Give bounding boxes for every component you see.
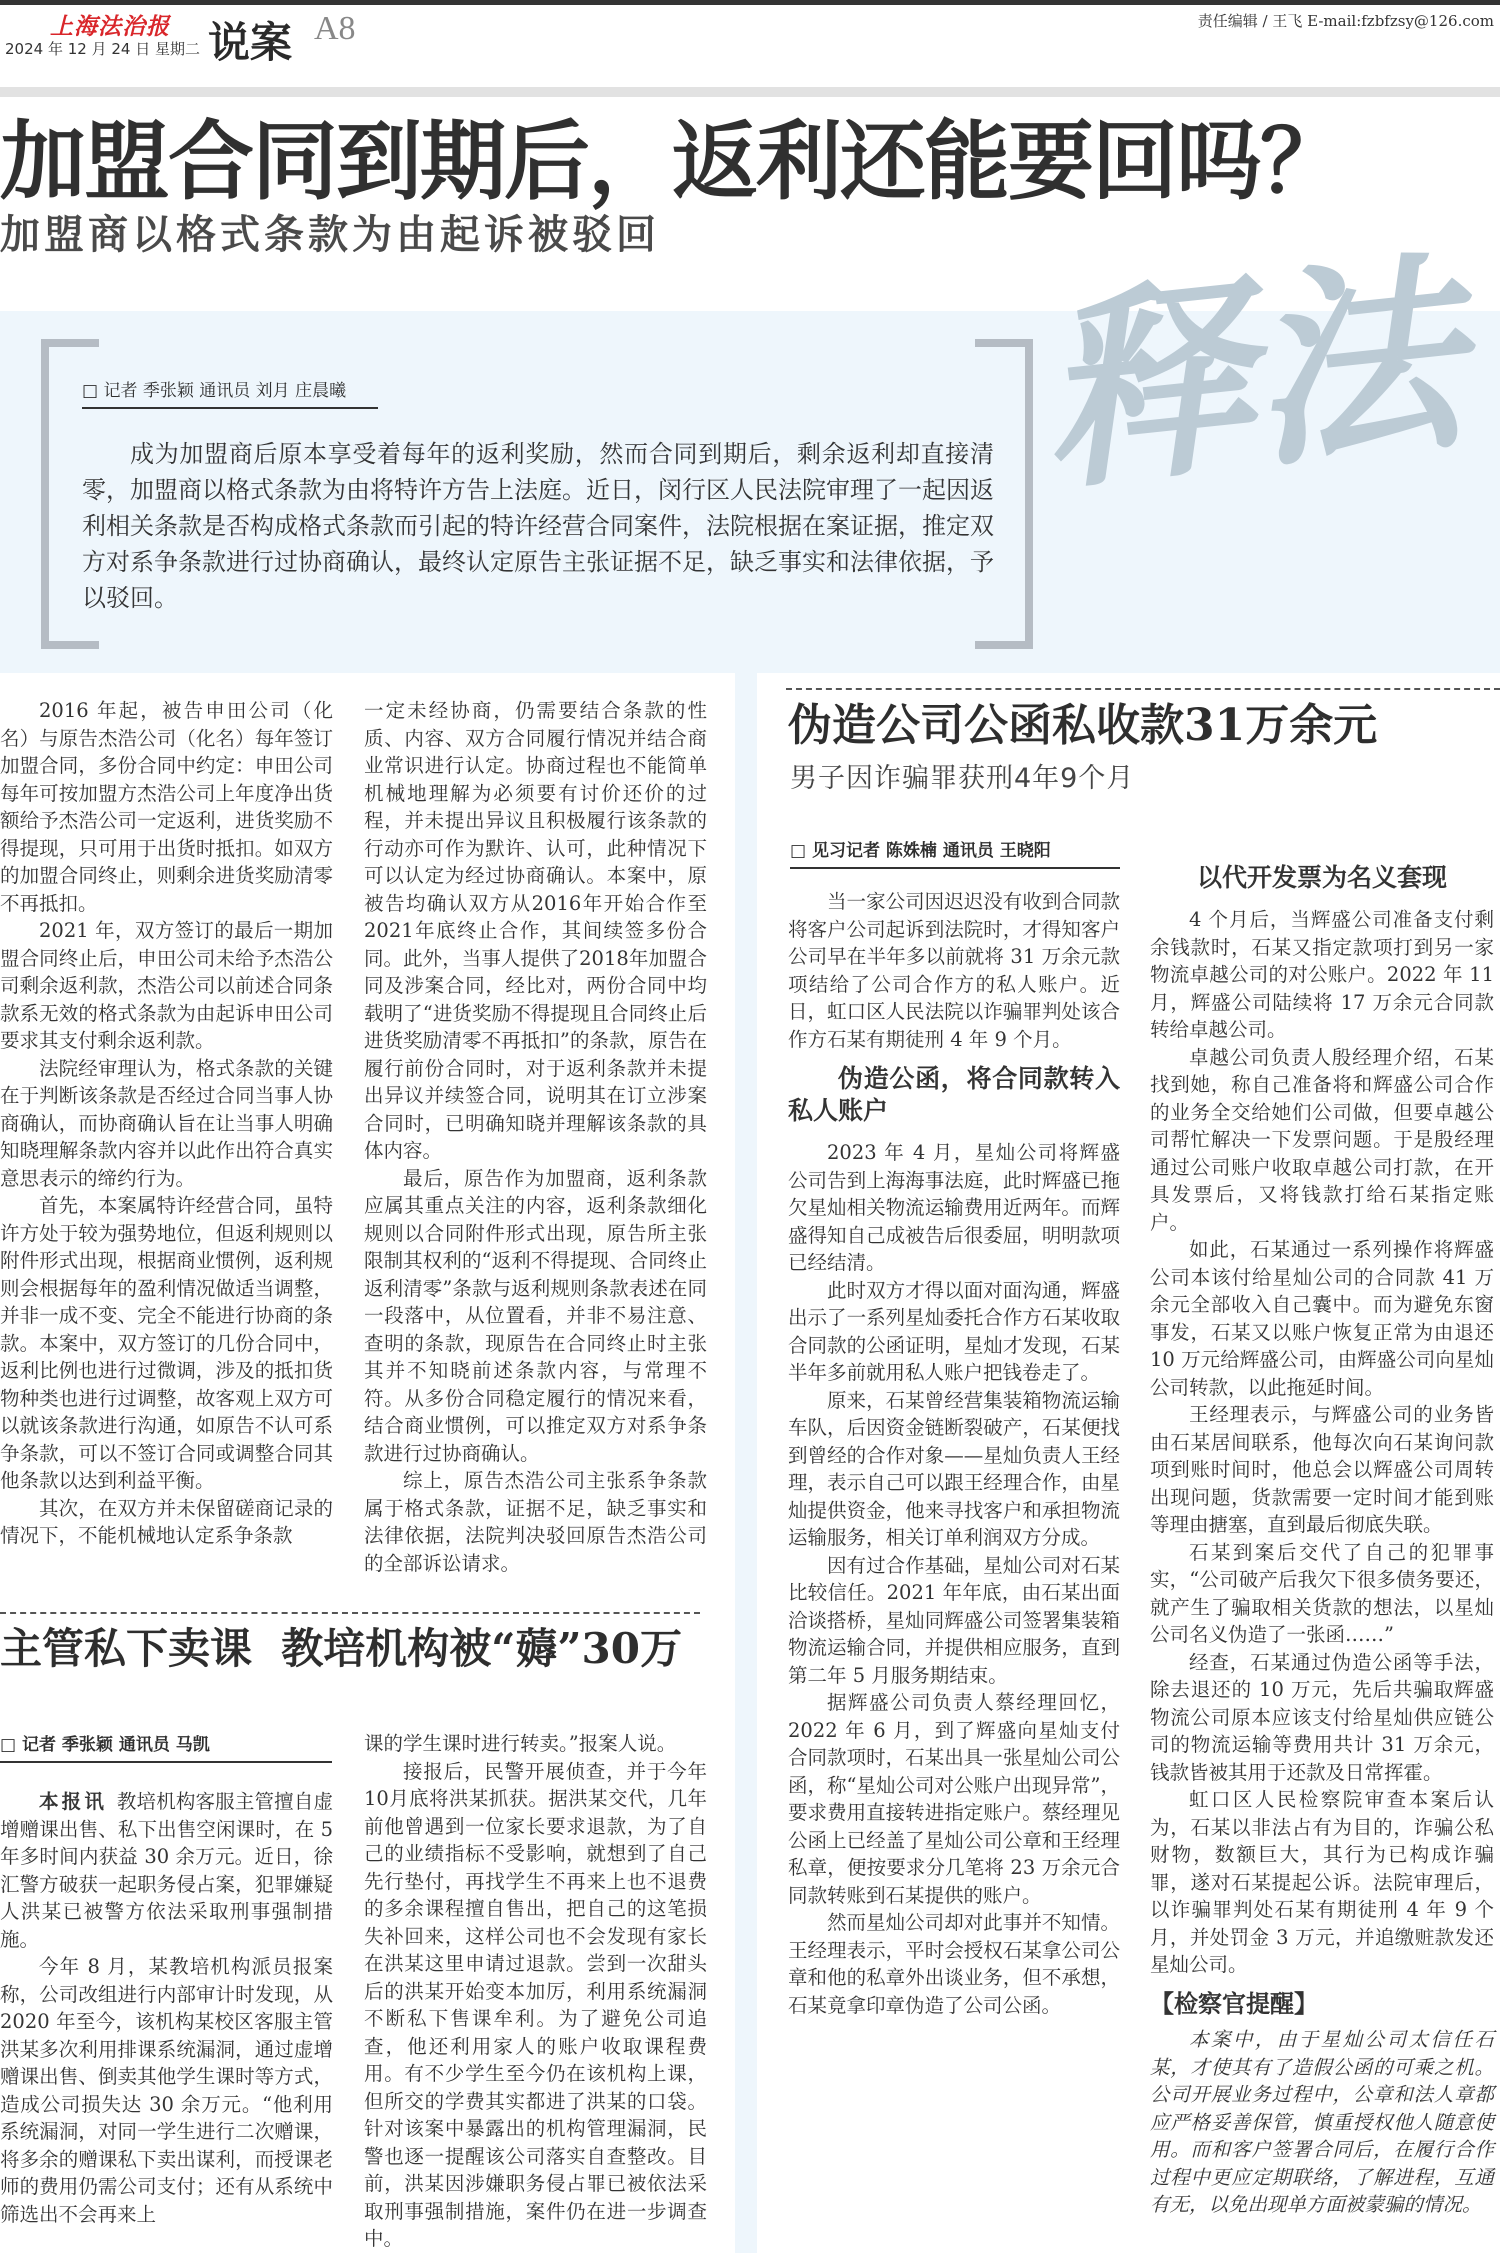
paragraph: 卓越公司负责人殷经理介绍，石某找到她，称自己准备将和辉盛公司合作的业务全交给她们公司做，但要卓越公司帮忙解决一下发票问题。于是殷经理通过公司账户收取卓越公司打款，在开具发票后，又将钱款打给石某指定账户。 [1150, 1045, 1494, 1234]
paragraph: 虹口区人民检察院审查本案后认为，石某以非法占有为目的，诈骗公私财物，数额巨大，其行为已构成诈骗罪，遂对石某提起公诉。法院审理后，以诈骗罪判处石某有期徒刑 4 年 9 个月，并处罚金 3 万元，并追缴赃款发还星灿公司。 [1150, 1788, 1494, 1976]
fraud-article-title: 伪造公司公函私收款31万余元 [788, 700, 1378, 751]
paragraph: 2016 年起，被告申田公司（化名）与原告杰浩公司（化名）每年签订加盟合同，多份合同中约定：申田公司每年可按加盟方杰浩公司上年度净出货额给予杰浩公司一定返利，进货奖励不得提现，只可用于出货时抵扣。如双方的加盟合同终止，则剩余进货奖励清零不再抵扣。 [0, 699, 333, 915]
paragraph: 最后，原告作为加盟商，返利条款应属其重点关注的内容，返利条款细化规则以合同附件形式出现，原告所主张限制其权利的“返利不得提现、合同终止返利清零”条款与返利规则条款表述在同一段落中，从位置看，并非不易注意、查明的条款，现原告在合同终止时主张其并不知晓前述条款内容，与常理不符。从多份合同稳定履行的情况来看，结合商业惯例，可以推定双方对系争条款进行过协商确认。 [364, 1166, 707, 1465]
paragraph: 一定未经协商，仍需要结合条款的性质、内容、双方合同履行情况并结合商业常识进行认定。协商过程也不能简单机械地理解为必须要有讨价还价的过程，并未提出异议且积极履行该条款的行动亦可作为默许、认可，此种情况下可以认定为经过协商确认。本案中，原被告均确认双方从2016年开始合作至2021年底终止合作，其间续签多份合同。此外，当事人提供了2018年加盟合同及涉案合同，经比对，两份合同中均载明了“进货奖励不得提现且合同终止后进货奖励清零不再抵扣”的条款，原告在履行前份合同时，对于返利条款并未提出异议并续签合同，说明其在订立涉案合同时，已明确知晓并理解该条款的具体内容。 [364, 699, 707, 1162]
top-rule [0, 0, 1500, 5]
paragraph: 石某到案后交代了自己的犯罪事实，“公司破产后我欠下很多债务要还，就产生了骗取相关货款的想法，以星灿公司名义伪造了一张函……” [1150, 1540, 1494, 1646]
tutoring-article-column-1 [0, 1788, 333, 2228]
fraud-article-column-2 [1150, 862, 1494, 2219]
paragraph: 因有过合作基础，星灿公司对石某比较信任。2021 年年底，由石某出面洽谈搭桥，星灿同辉盛公司签署集装箱物流运输合同，并提供相应服务，直到第二年 5 月服务期结束。 [788, 1553, 1120, 1687]
paragraph: 然而星灿公司却对此事并不知情。王经理表示，平时会授权石某拿公司公章和他的私章外出谈业务，但不承想，石某竟拿印章伪造了公司公函。 [788, 1911, 1120, 2017]
main-byline: □ 记者 季张颖 通讯员 刘月 庄晨曦 [82, 376, 378, 409]
fraud-byline: □ 见习记者 陈姝楠 通讯员 王晓阳 [790, 836, 1120, 869]
article-divider [0, 1612, 700, 1614]
main-subheadline: 加盟商以格式条款为由起诉被驳回 [0, 212, 660, 258]
paragraph: 接报后，民警开展侦查，并于今年10月底将洪某抓获。据洪某交代，几年前他曾遇到一位家长要求退款，为了自己的业绩指标不受影响，就想到了自己先行垫付，再找学生不再来上也不退费的多余课程擅自售出，把自己的这笔损失补回来，这样公司也不会发现有家长在洪某这里申请过退款。尝到一次甜头后的洪某开始变本加厉，利用系统漏洞不断私下售课牟利。为了避免公司追查，他还利用家人的账户收取课程费用。有不少学生至今仍在该机构上课，但所交的学费其实都进了洪某的口袋。针对该案中暴露出的机构管理漏洞，民警也逐一提醒该公司落实自查整改。目前，洪某因涉嫌职务侵占罪已被依法采取刑事强制措施，案件仍在进一步调查中。 [364, 1759, 707, 2250]
paragraph: 首先，本案属特许经营合同，虽特许方处于较为强势地位，但返利规则以附件形式出现，根据商业惯例，返利规则会根据每年的盈利情况做适当调整，并非一成不变、完全不能进行协商的条款。本案中，双方签订的几份合同中，返利比例也进行过微调，涉及的抵扣货物种类也进行过调整，故客观上双方可以就该条款进行沟通，如原告不认可系争条款，可以不签订合同或调整合同其他条款以达到利益平衡。 [0, 1194, 333, 1492]
main-article-column-1 [0, 697, 333, 1550]
paragraph: 王经理表示，与辉盛公司的业务皆由石某居间联系，他每次向石某询问款项到账时间时，他总会以辉盛公司周转出现问题，货款需要一定时间才能到账等理由搪塞，直到最后彻底失联。 [1150, 1403, 1494, 1536]
paragraph: 4 个月后，当辉盛公司准备支付剩余钱款时，石某又指定款项打到另一家物流卓越公司的对公账户。2022 年 11 月，辉盛公司陆续将 17 万余元合同款转给卓越公司。 [1150, 908, 1494, 1041]
section-subheading: 以代开发票为名义套现 [1196, 863, 1447, 892]
paragraph: 据辉盛公司负责人蔡经理回忆，2022 年 6 月，到了辉盛向星灿支付合同款项时，石某出具一张星灿公司公函，称“星灿公司对公账户出现异常”，要求费用直接转进指定账户。蔡经理见公函上已经盖了星灿公司公章和王经理私章，便按要求分几笔将 23 万余元合同款转账到石某提供的账户。 [788, 1691, 1120, 1907]
section-subheading: 伪造公函，将合同款转入私人账户 [788, 1064, 1120, 1125]
tutoring-article-title: 主管私下卖课 教培机构被“薅”30万 [0, 1624, 683, 1673]
header-divider [0, 87, 1500, 97]
paragraph: 课的学生课时进行转卖。”报案人说。 [364, 1732, 677, 1755]
section-subheading: 【检察官提醒】 [1150, 1989, 1318, 2018]
tutoring-article-column-2 [364, 1730, 707, 2253]
main-headline: 加盟合同到期后，返利还能要回吗？ [0, 111, 1344, 212]
paragraph: 此时双方才得以面对面沟通，辉盛出示了一系列星灿委托合作方石某收取合同款的公函证明，星灿才发现，石某半年多前就用私人账户把钱卷走了。 [788, 1278, 1120, 1384]
column-label-calligraphy: 释法 [1028, 229, 1472, 520]
paragraph: 本案中，由于星灿公司太信任石某，才使其有了造假公函的可乘之机。公司开展业务过程中，公章和法人章都应严格妥善保管，慎重授权他人随意使用。而和客户签署合同后，在履行合作过程中更应定期联络，了解进程，互通有无，以免出现单方面被蒙骗的情况。 [1150, 2028, 1494, 2216]
main-article-column-2 [364, 697, 707, 1577]
paragraph: 当一家公司因迟迟没有收到合同款将客户公司起诉到法院时，才得知客户公司早在半年多以前就将 31 万余元款项结给了公司合作方的私人账户。近日，虹口区人民法院以诈骗罪判处该合作方石某有期徒刑 4 年 9 个月。 [788, 890, 1120, 1051]
paragraph: 法院经审理认为，格式条款的关键在于判断该条款是否经过合同当事人协商确认，而协商确认旨在让当事人明确知晓理解条款内容并以此作出符合真实意思表示的缔约行为。 [0, 1056, 333, 1190]
fraud-article-column-1 [788, 888, 1120, 2019]
editor-credit: 责任编辑 / 王飞 E-mail:fzbfzsy@126.com [1197, 12, 1494, 30]
section-name: 说案 [208, 18, 293, 67]
issue-date: 2024 年 12 月 24 日 星期二 [5, 40, 200, 58]
paragraph: 原来，石某曾经营集装箱物流运输车队，后因资金链断裂破产，石某便找到曾经的合作对象——星灿负责人王经理，表示自己可以跟王经理合作，由星灿提供资金，他来寻找客户和承担物流运输服务，相关订单利润双方分成。 [788, 1388, 1120, 1549]
paragraph: 教培机构客服主管擅自虚增赠课出售、私下出售空闲课时，在 5 年多时间内获益 30 余万元。近日，徐汇警方破获一起职务侵占案，犯罪嫌疑人洪某已被警方依法采取刑事强制措施。 [0, 1790, 333, 1951]
paragraph: 2023 年 4 月，星灿公司将辉盛公司告到上海海事法庭，此时辉盛已拖欠星灿相关物流运输费用近两年。而辉盛得知自己成被告后很委屈，明明款项已经结清。 [788, 1141, 1120, 1274]
paragraph: 经查，石某通过伪造公函等手法，除去退还的 10 万元，先后共骗取辉盛物流公司原本应该支付给星灿供应链公司的物流运输等费用共计 31 万余元，钱款皆被其用于还款及日常挥霍。 [1150, 1650, 1494, 1784]
paragraph: 如此，石某通过一系列操作将辉盛公司本该付给星灿公司的合同款 41 万余元全部收入自己囊中。而为避免东窗事发，石某又以账户恢复正常为由退还 10 万元给辉盛公司，由辉盛公司向星灿公司转款，以此拖延时间。 [1150, 1238, 1494, 1399]
paragraph: 2021 年，双方签订的最后一期加盟合同终止后，申田公司未给予杰浩公司剩余返利款，杰浩公司以前述合同条款系无效的格式条款为由起诉申田公司要求其支付剩余返利款。 [0, 919, 333, 1052]
paragraph: 今年 8 月，某教培机构派员报案称，公司改组进行内部审计时发现，从 2020 年至今，该机构某校区客服主管洪某多次利用排课系统漏洞，通过虚增赠课出售、倒卖其他学生课时等方式，造成公司损失达 30 余万元。“他利用系统漏洞，对同一学生进行二次赠课，将多余的赠课私下卖出谋利，而授课老师的费用仍需公司支付；还有从系统中筛选出不会再来上 [0, 1955, 333, 2226]
dateline-label: 本报讯 [39, 1790, 107, 1813]
main-intro: 成为加盟商后原本享受着每年的返利奖励，然而合同到期后，剩余返利却直接清零，加盟商以格式条款为由将特许方告上法庭。近日，闵行区人民法院审理了一起因返利相关条款是否构成格式条款而引起的特许经营合同案件，法院根据在案证据，推定双方对系争条款进行过协商确认，最终认定原告主张证据不足，缺乏事实和法律依据，予以驳回。 [82, 440, 994, 612]
article-divider [786, 688, 1500, 690]
paragraph: 其次，在双方并未保留磋商记录的情况下，不能机械地认定系争条款 [0, 1496, 333, 1547]
page-number: A8 [314, 10, 356, 47]
fraud-article-subtitle: 男子因诈骗罪获刑4年9个月 [790, 763, 1135, 794]
tutoring-byline: □ 记者 季张颖 通讯员 马凯 [0, 1730, 332, 1763]
newspaper-logo: 上海法治报 [50, 13, 170, 40]
paragraph: 综上，原告杰浩公司主张系争条款属于格式条款，证据不足，缺乏事实和法律依据，法院判决驳回原告杰浩公司的全部诉讼请求。 [364, 1469, 707, 1575]
